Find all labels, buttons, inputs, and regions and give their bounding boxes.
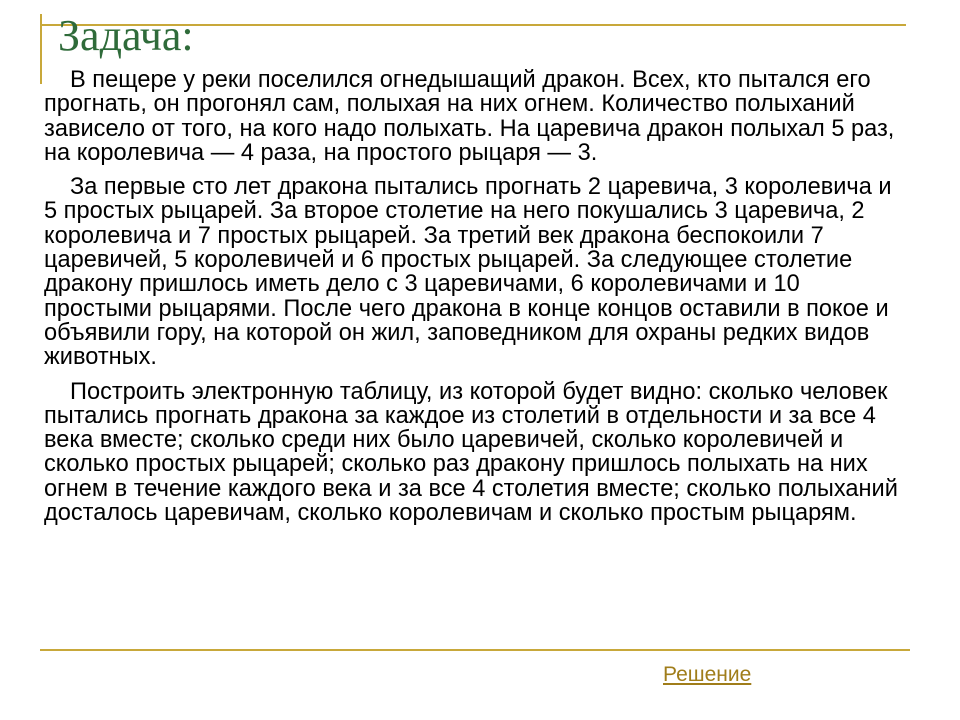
frame-bottom-rule xyxy=(40,649,910,651)
frame-left-rule xyxy=(40,14,42,84)
slide-title: Задача: xyxy=(58,11,194,60)
paragraph-centuries: За первые сто лет дракона пытались прогнать 2 царевича, 3 королевича и 5 простых рыцарей. За второе столетие на него покушались 3 царевича, 2 королевича и 7 простых рыцарей. За третий век дракона беспокоили 7 царевичей, 5 королевичей и 6 простых рыцарей. За следующее столетие дракону пришлось иметь дело с 3 царевичами, 6 королевичами и 10 простыми рыцарями. После чего дракона в конце концов оставили в покое и объявили гору, на которой он жил, заповедником для охраны редких видов животных. xyxy=(44,174,892,371)
solution-link[interactable]: Решение xyxy=(663,663,752,686)
paragraph-assignment: Построить электронную таблицу, из которой будет видно: сколько человек пытались прогнать дракона за каждое из столетий в отдельности и за все 4 века вместе; сколько среди них было царевичей, сколько королевичей и сколько простых рыцарей; сколько раз дракону пришлось полыхать на них огнем в течение каждого века и за все 4 столетия вместе; сколько полыханий досталось царевичам, сколько королевичам и сколько простым рыцарям. xyxy=(44,378,898,527)
task-text xyxy=(44,68,904,535)
paragraph-dragon-intro: В пещере у реки поселился огнедышащий дракон. Всех, кто пытался его прогнать, он прогонял сам, полыхая на них огнем. Количество полыханий зависело от того, на кого надо полыхать. На царевича дракон полыхал 5 раз, на королевича — 4 раза, на простого рыцаря — 3. xyxy=(44,67,895,166)
